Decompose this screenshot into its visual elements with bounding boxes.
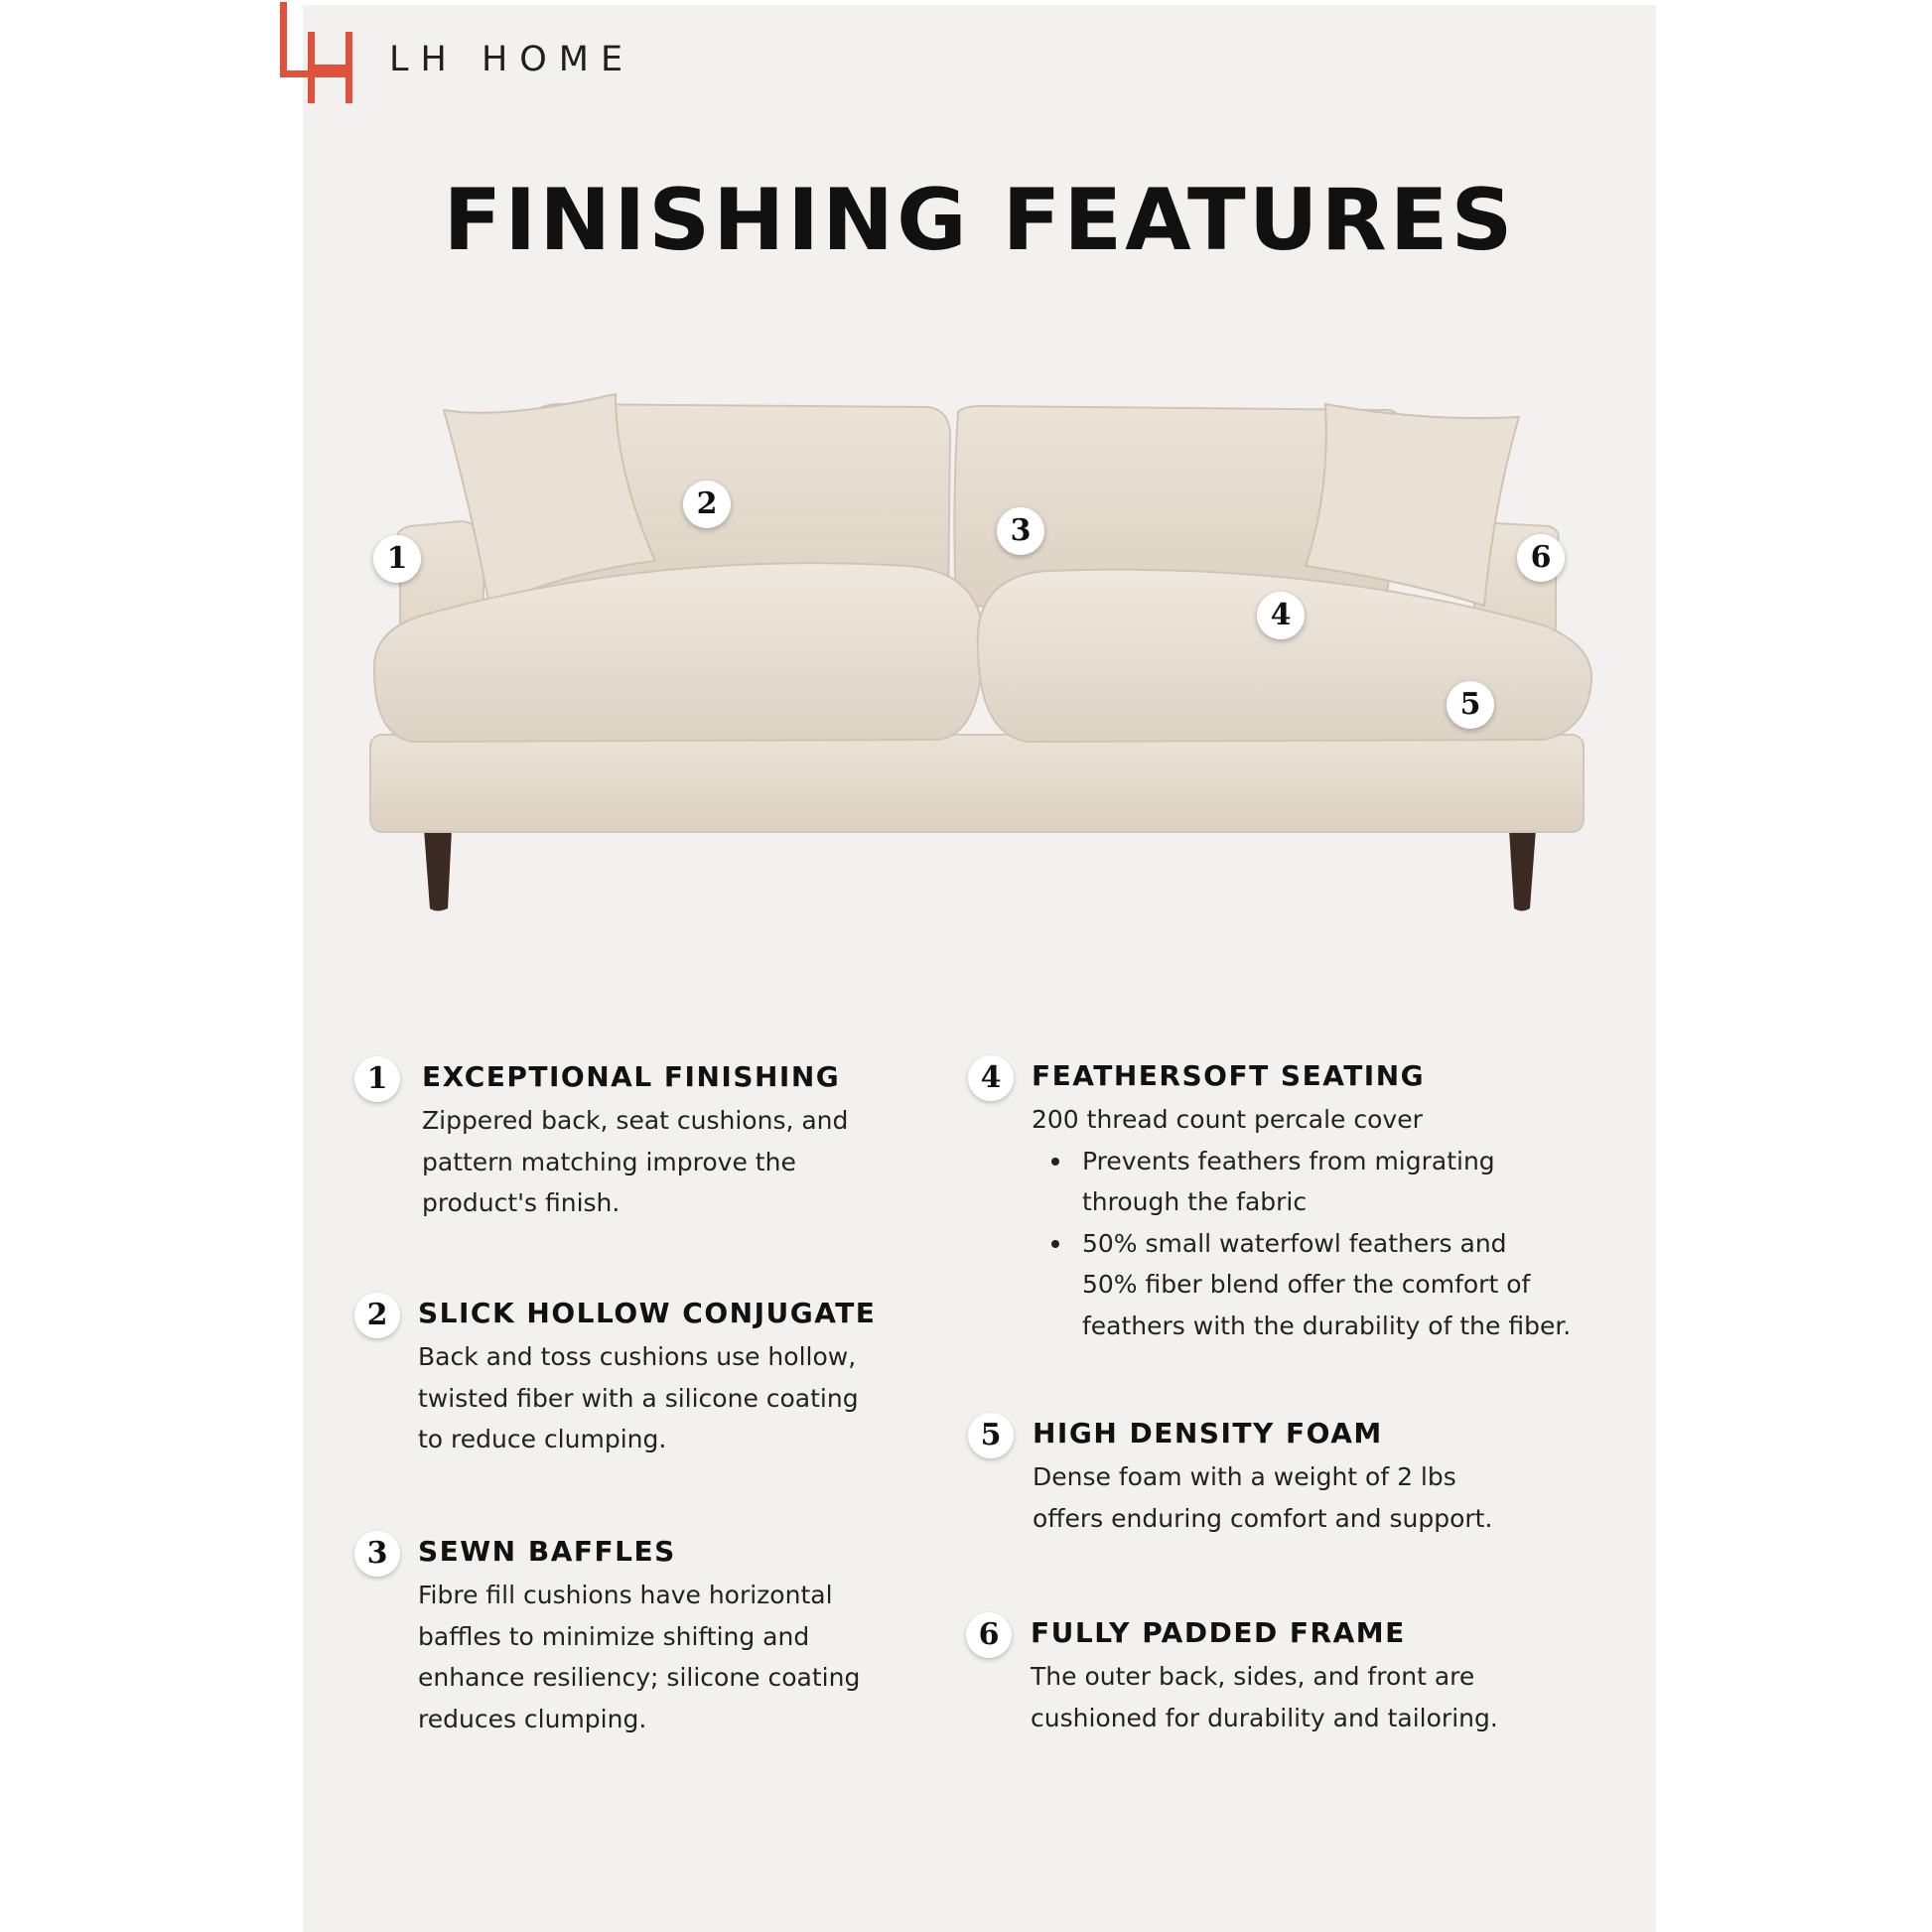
feature-number: 6 bbox=[966, 1612, 1012, 1658]
feature-description: Fibre fill cushions have horizontal baffles to minimize shifting and enhance resiliency; silicone coating reduces clumping. bbox=[418, 1581, 861, 1733]
page-title: FINISHING FEATURES bbox=[443, 171, 1516, 270]
feature-number: 3 bbox=[354, 1531, 400, 1577]
hotspot-6[interactable]: 6 bbox=[1517, 534, 1565, 582]
feature-heading: FEATHERSOFT SEATING bbox=[1032, 1059, 1426, 1092]
sofa-leg-left bbox=[424, 829, 452, 911]
feature-heading: SLICK HOLLOW CONJUGATE bbox=[418, 1297, 877, 1329]
list-item: Prevents feathers from migrating through the fabric bbox=[1032, 1141, 1571, 1223]
hotspot-3[interactable]: 3 bbox=[997, 507, 1044, 555]
feature-description: Back and toss cushions use hollow, twisted fiber with a silicone coating to reduce clumping. bbox=[418, 1342, 859, 1453]
sofa-illustration bbox=[352, 382, 1613, 918]
feature-description: Zippered back, seat cushions, and pattern matching improve the product's finish. bbox=[422, 1106, 849, 1217]
hotspot-1[interactable]: 1 bbox=[373, 535, 421, 583]
feature-heading: SEWN BAFFLES bbox=[418, 1535, 676, 1568]
feature-description: 200 thread count percale cover bbox=[1032, 1105, 1423, 1134]
feature-number: 1 bbox=[354, 1056, 400, 1102]
feature-heading: HIGH DENSITY FOAM bbox=[1033, 1417, 1383, 1449]
lh-monogram-logo-icon bbox=[280, 2, 359, 103]
hotspot-5[interactable]: 5 bbox=[1447, 681, 1494, 729]
sofa-leg-right bbox=[1509, 829, 1536, 911]
feature-number: 4 bbox=[968, 1055, 1014, 1101]
feature-number: 5 bbox=[968, 1413, 1014, 1458]
hotspot-4[interactable]: 4 bbox=[1257, 592, 1305, 639]
sofa-base bbox=[370, 735, 1584, 832]
feature-heading: EXCEPTIONAL FINISHING bbox=[422, 1060, 841, 1093]
brand-name: LH HOME bbox=[389, 40, 635, 79]
feature-description: Dense foam with a weight of 2 lbs offers enduring comfort and support. bbox=[1033, 1462, 1493, 1533]
hotspot-2[interactable]: 2 bbox=[683, 481, 731, 528]
feature-heading: FULLY PADDED FRAME bbox=[1031, 1616, 1406, 1649]
feature-bullet-list bbox=[1032, 1141, 1571, 1347]
feature-number: 2 bbox=[354, 1293, 400, 1338]
feature-description: The outer back, sides, and front are cushioned for durability and tailoring. bbox=[1031, 1662, 1498, 1732]
list-item: 50% small waterfowl feathers and 50% fiber blend offer the comfort of feathers with the durability of the fiber. bbox=[1032, 1223, 1571, 1347]
